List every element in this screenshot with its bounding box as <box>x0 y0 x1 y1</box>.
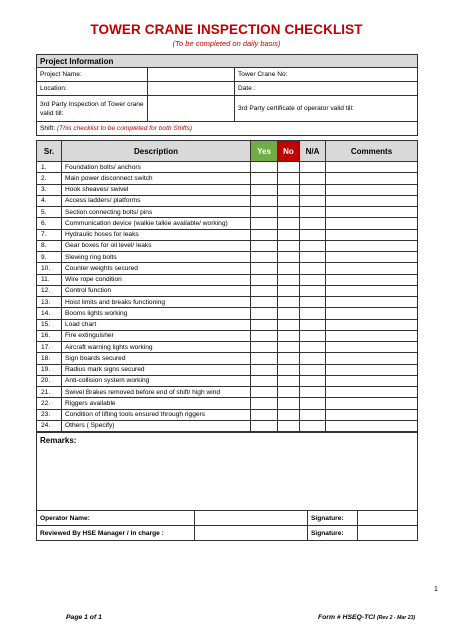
checklist-row <box>37 229 418 240</box>
shift-field[interactable] <box>37 122 418 136</box>
checklist-item-description: Hook sheaves/ swivel <box>62 184 251 195</box>
checklist-no-cell[interactable] <box>278 409 300 420</box>
checklist-no-cell[interactable] <box>278 218 300 229</box>
checklist-row <box>37 342 418 353</box>
checklist-comments-cell[interactable] <box>326 308 418 319</box>
checklist-na-cell[interactable] <box>300 274 326 285</box>
checklist-item-number: 15. <box>37 319 62 330</box>
checklist-comments-cell[interactable] <box>326 285 418 296</box>
checklist-row <box>37 184 418 195</box>
checklist-comments-cell[interactable] <box>326 207 418 218</box>
checklist-item-description: Swivel Brakes removed before end of shift/ high wind <box>62 387 251 398</box>
footer-page-label: Page 1 of 1 <box>66 614 102 621</box>
checklist-no-cell[interactable] <box>278 342 300 353</box>
checklist-item-number: 19. <box>37 364 62 375</box>
checklist-yes-cell[interactable] <box>251 252 278 263</box>
checklist-item-description: Wire rope condition <box>62 274 251 285</box>
checklist-na-cell[interactable] <box>300 173 326 184</box>
footer-form-number <box>318 614 415 621</box>
checklist-item-number: 8. <box>37 240 62 251</box>
reviewer-signature-label: Signature: <box>308 526 358 541</box>
checklist-na-cell[interactable] <box>300 207 326 218</box>
checklist-na-cell[interactable] <box>300 184 326 195</box>
checklist-no-cell[interactable] <box>278 308 300 319</box>
location-label: Location: <box>37 82 148 96</box>
checklist-no-cell[interactable] <box>278 353 300 364</box>
checklist-no-cell[interactable] <box>278 274 300 285</box>
checklist-na-cell[interactable] <box>300 398 326 409</box>
checklist-yes-cell[interactable] <box>251 218 278 229</box>
checklist-comments-cell[interactable] <box>326 398 418 409</box>
document-subtitle: (To be completed on daily basis) <box>172 39 281 48</box>
shift-label: Shift: <box>40 125 57 132</box>
checklist-comments-cell[interactable] <box>326 353 418 364</box>
checklist-item-number: 4. <box>37 195 62 206</box>
operator-name-label: Operator Name: <box>37 511 195 526</box>
checklist-item-number: 22. <box>37 398 62 409</box>
checklist-na-cell[interactable] <box>300 342 326 353</box>
checklist-comments-cell[interactable] <box>326 274 418 285</box>
checklist-no-cell[interactable] <box>278 375 300 386</box>
checklist-yes-cell[interactable] <box>251 207 278 218</box>
checklist-row <box>37 319 418 330</box>
column-header-na: N/A <box>300 141 326 162</box>
checklist-comments-cell[interactable] <box>326 195 418 206</box>
checklist-item-number: 18. <box>37 353 62 364</box>
checklist-yes-cell[interactable] <box>251 364 278 375</box>
remarks-field[interactable] <box>37 433 418 511</box>
checklist-item-number: 21. <box>37 387 62 398</box>
third-party-inspection-field[interactable] <box>148 96 235 122</box>
third-party-inspection-label: 3rd Party Inspection of Tower crane valid till: <box>37 96 148 122</box>
page-number: 1 <box>434 586 438 593</box>
project-name-label: Project Name: <box>37 68 148 82</box>
checklist-row <box>37 274 418 285</box>
checklist-item-number: 20. <box>37 375 62 386</box>
checklist-na-cell[interactable] <box>300 330 326 341</box>
checklist-comments-cell[interactable] <box>326 420 418 431</box>
remarks-label: Remarks: <box>40 436 77 445</box>
checklist-no-cell[interactable] <box>278 420 300 431</box>
checklist-item-number: 23. <box>37 409 62 420</box>
checklist-row <box>37 173 418 184</box>
checklist-row <box>37 308 418 319</box>
checklist-no-cell[interactable] <box>278 162 300 173</box>
date-field[interactable]: Date : <box>235 82 418 96</box>
checklist-no-cell[interactable] <box>278 229 300 240</box>
checklist-item-description: Sign boards secured <box>62 353 251 364</box>
checklist-item-number: 9. <box>37 252 62 263</box>
checklist-yes-cell[interactable] <box>251 184 278 195</box>
checklist-yes-cell[interactable] <box>251 162 278 173</box>
reviewer-signature-field[interactable] <box>358 526 418 541</box>
checklist-item-number: 12. <box>37 285 62 296</box>
checklist-na-cell[interactable] <box>300 252 326 263</box>
project-information-table <box>36 54 418 136</box>
checklist-na-cell[interactable] <box>300 409 326 420</box>
checklist-item-number: 7. <box>37 229 62 240</box>
checklist-no-cell[interactable] <box>278 285 300 296</box>
checklist-row <box>37 387 418 398</box>
checklist-item-description: Counter weights secured <box>62 263 251 274</box>
checklist-na-cell[interactable] <box>300 375 326 386</box>
checklist-yes-cell[interactable] <box>251 297 278 308</box>
checklist-yes-cell[interactable] <box>251 173 278 184</box>
checklist-no-cell[interactable] <box>278 173 300 184</box>
checklist-na-cell[interactable] <box>300 195 326 206</box>
checklist-row <box>37 330 418 341</box>
checklist-comments-cell[interactable] <box>326 218 418 229</box>
checklist-comments-cell[interactable] <box>326 409 418 420</box>
checklist-no-cell[interactable] <box>278 364 300 375</box>
checklist-yes-cell[interactable] <box>251 420 278 431</box>
checklist-comments-cell[interactable] <box>326 162 418 173</box>
checklist-row <box>37 263 418 274</box>
checklist-comments-cell[interactable] <box>326 297 418 308</box>
checklist-comments-cell[interactable] <box>326 184 418 195</box>
checklist-item-number: 24. <box>37 420 62 431</box>
checklist-yes-cell[interactable] <box>251 274 278 285</box>
checklist-item-description: Fire extinguisher <box>62 330 251 341</box>
checklist-row <box>37 207 418 218</box>
checklist-yes-cell[interactable] <box>251 229 278 240</box>
checklist-item-description: Hoist limits and breaks functioning <box>62 297 251 308</box>
checklist-item-description: Slewing ring bolts <box>62 252 251 263</box>
checklist-row <box>37 353 418 364</box>
checklist-item-number: 13. <box>37 297 62 308</box>
checklist-item-description: Load chart <box>62 319 251 330</box>
column-header-description: Description <box>62 141 251 162</box>
checklist-yes-cell[interactable] <box>251 319 278 330</box>
third-party-certificate-field[interactable]: 3rd Party certificate of operator valid till: <box>235 96 418 122</box>
checklist-item-description: Control function <box>62 285 251 296</box>
checklist-row <box>37 252 418 263</box>
checklist-na-cell[interactable] <box>300 353 326 364</box>
checklist-item-number: 6. <box>37 218 62 229</box>
checklist-row <box>37 364 418 375</box>
checklist-item-number: 14. <box>37 308 62 319</box>
checklist-na-cell[interactable] <box>300 387 326 398</box>
checklist-yes-cell[interactable] <box>251 240 278 251</box>
checklist-na-cell[interactable] <box>300 420 326 431</box>
checklist-comments-cell[interactable] <box>326 319 418 330</box>
footer-form-label: Form # HSEQ-TCI <box>318 614 377 621</box>
project-information-heading: Project Information <box>37 55 418 68</box>
checklist-item-description: Radius mark signs secured <box>62 364 251 375</box>
checklist-item-description: Aircraft warning lights working <box>62 342 251 353</box>
checklist-row <box>37 420 418 431</box>
column-header-yes: Yes <box>251 141 278 162</box>
checklist-row <box>37 297 418 308</box>
checklist-comments-cell[interactable] <box>326 173 418 184</box>
checklist-no-cell[interactable] <box>278 184 300 195</box>
location-field[interactable] <box>148 82 235 96</box>
checklist-yes-cell[interactable] <box>251 285 278 296</box>
checklist-yes-cell[interactable] <box>251 398 278 409</box>
checklist-yes-cell[interactable] <box>251 387 278 398</box>
checklist-yes-cell[interactable] <box>251 263 278 274</box>
remarks-signoff-table <box>36 432 418 541</box>
checklist-item-description: Anti-collision system working <box>62 375 251 386</box>
checklist-no-cell[interactable] <box>278 398 300 409</box>
checklist-item-number: 2. <box>37 173 62 184</box>
checklist-item-description: Section connecting bolts/ pins <box>62 207 251 218</box>
checklist-na-cell[interactable] <box>300 308 326 319</box>
checklist-comments-cell[interactable] <box>326 364 418 375</box>
checklist-no-cell[interactable] <box>278 252 300 263</box>
checklist-na-cell[interactable] <box>300 240 326 251</box>
checklist-item-number: 10. <box>37 263 62 274</box>
checklist-item-number: 17. <box>37 342 62 353</box>
checklist-na-cell[interactable] <box>300 297 326 308</box>
checklist-na-cell[interactable] <box>300 218 326 229</box>
shift-note: (This checklist to be completed for both Shifts) <box>56 125 193 132</box>
checklist-item-description: Hydraulic hoses for leaks <box>62 229 251 240</box>
checklist-comments-cell[interactable] <box>326 252 418 263</box>
checklist-comments-cell[interactable] <box>326 263 418 274</box>
column-header-sr: Sr. <box>37 141 62 162</box>
checklist-na-cell[interactable] <box>300 319 326 330</box>
checklist-item-description: Foundation bolts/ anchors <box>62 162 251 173</box>
reviewed-by-field[interactable] <box>195 526 308 541</box>
checklist-item-description: Riggers available <box>62 398 251 409</box>
checklist-no-cell[interactable] <box>278 195 300 206</box>
checklist-comments-cell[interactable] <box>326 229 418 240</box>
checklist-no-cell[interactable] <box>278 207 300 218</box>
checklist-row <box>37 398 418 409</box>
checklist-no-cell[interactable] <box>278 240 300 251</box>
column-header-no: No <box>278 141 300 162</box>
project-name-field[interactable] <box>148 68 235 82</box>
operator-signature-label: Signature: <box>308 511 358 526</box>
tower-crane-no-field[interactable]: Tower Crane No: <box>235 68 418 82</box>
checklist-no-cell[interactable] <box>278 319 300 330</box>
operator-signature-field[interactable] <box>358 511 418 526</box>
checklist-comments-cell[interactable] <box>326 330 418 341</box>
checklist-row <box>37 218 418 229</box>
checklist-item-number: 11. <box>37 274 62 285</box>
checklist-row <box>37 285 418 296</box>
checklist-item-number: 5. <box>37 207 62 218</box>
checklist-item-description: Booms lights working <box>62 308 251 319</box>
checklist-row <box>37 195 418 206</box>
checklist-item-description: Access ladders/ platforms <box>62 195 251 206</box>
checklist-na-cell[interactable] <box>300 162 326 173</box>
checklist-comments-cell[interactable] <box>326 375 418 386</box>
checklist-na-cell[interactable] <box>300 229 326 240</box>
checklist-item-description: Others ( Specify) <box>62 420 251 431</box>
checklist-comments-cell[interactable] <box>326 240 418 251</box>
checklist-no-cell[interactable] <box>278 330 300 341</box>
checklist-na-cell[interactable] <box>300 263 326 274</box>
checklist-yes-cell[interactable] <box>251 330 278 341</box>
checklist-na-cell[interactable] <box>300 285 326 296</box>
operator-name-field[interactable] <box>195 511 308 526</box>
checklist-yes-cell[interactable] <box>251 353 278 364</box>
checklist-yes-cell[interactable] <box>251 375 278 386</box>
checklist-row <box>37 409 418 420</box>
checklist-comments-cell[interactable] <box>326 342 418 353</box>
footer-form-revision: (Rev 2 - Mar 23) <box>376 615 416 621</box>
checklist-no-cell[interactable] <box>278 297 300 308</box>
checklist-item-number: 16. <box>37 330 62 341</box>
checklist-yes-cell[interactable] <box>251 409 278 420</box>
reviewed-by-label: Reviewed By HSE Manager / In charge : <box>37 526 195 541</box>
checklist-item-number: 3. <box>37 184 62 195</box>
checklist-na-cell[interactable] <box>300 364 326 375</box>
checklist-yes-cell[interactable] <box>251 308 278 319</box>
checklist-row <box>37 240 418 251</box>
checklist-item-description: Communication device (walkie talkie available/ working) <box>62 218 251 229</box>
column-header-comments: Comments <box>326 141 418 162</box>
inspection-checklist-table <box>36 140 418 432</box>
checklist-no-cell[interactable] <box>278 387 300 398</box>
checklist-no-cell[interactable] <box>278 263 300 274</box>
document-title: TOWER CRANE INSPECTION CHECKLIST <box>90 22 363 37</box>
checklist-item-description: Condition of lifting tools ensured through riggers <box>62 409 251 420</box>
checklist-item-description: Main power disconnect switch <box>62 173 251 184</box>
checklist-comments-cell[interactable] <box>326 387 418 398</box>
checklist-item-number: 1. <box>37 162 62 173</box>
checklist-yes-cell[interactable] <box>251 195 278 206</box>
checklist-yes-cell[interactable] <box>251 342 278 353</box>
checklist-item-description: Gear boxes for oil level/ leaks <box>62 240 251 251</box>
checklist-row <box>37 375 418 386</box>
checklist-row <box>37 162 418 173</box>
